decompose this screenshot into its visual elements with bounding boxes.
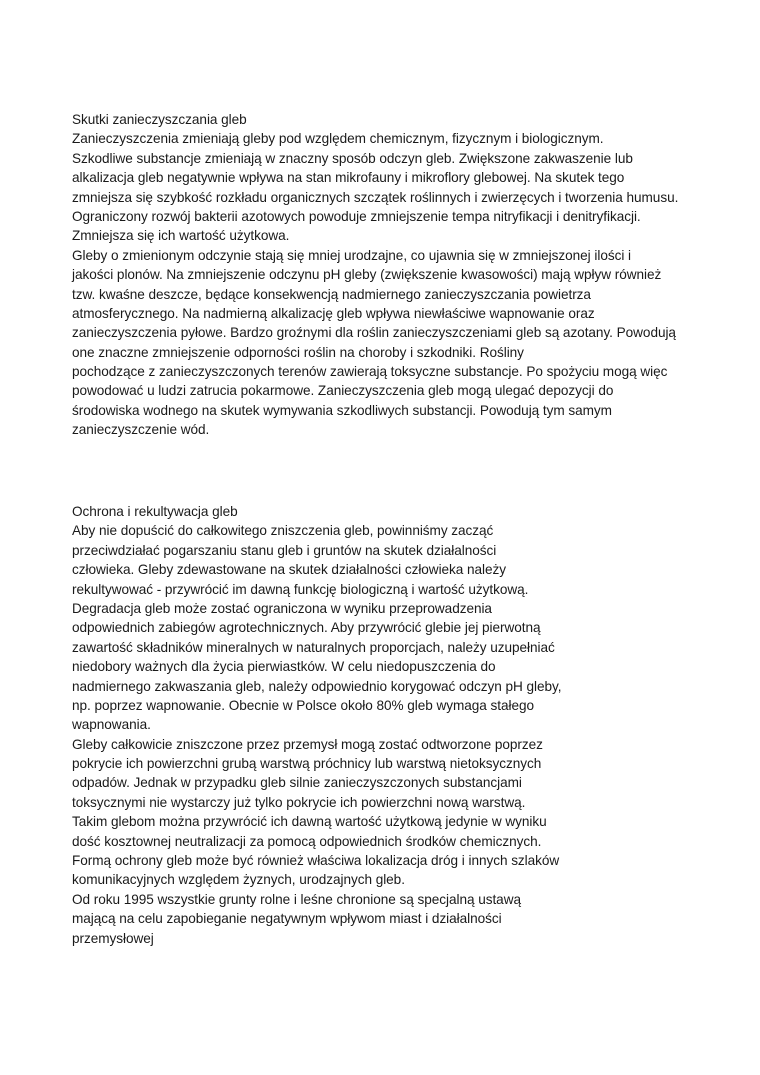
text-line: zmniejsza się szybkość rozkładu organicznych szczątek roślinnych i zwierzęcych i tworzenia humusu. xyxy=(72,189,679,205)
text-line: zanieczyszczenia pyłowe. Bardzo groźnymi dla roślin zanieczyszczeniami gleb są azotany. Powodują xyxy=(72,325,676,341)
text-line: one znaczne zmniejszenie odporności roślin na choroby i szkodniki. Rośliny xyxy=(72,344,524,360)
text-line: człowieka. Gleby zdewastowane na skutek działalności człowieka należy xyxy=(72,562,507,578)
text-line: zanieczyszczenie wód. xyxy=(72,422,210,438)
text-line: alkalizacja gleb negatywnie wpływa na stan mikrofauny i mikroflory glebowej. Na skutek tego xyxy=(72,170,625,186)
text-line: przeciwdziałać pogarszaniu stanu gleb i gruntów na skutek działalności xyxy=(72,542,497,558)
text-line: komunikacyjnych względem żyznych, urodzajnych gleb. xyxy=(72,872,405,888)
text-line: powodować u ludzi zatrucia pokarmowe. Zanieczyszczenia gleb mogą ulegać depozycji do xyxy=(72,383,614,399)
text-line: pochodzące z zanieczyszczonych terenów zawierają toksyczne substancje. Po spożyciu mogą więc xyxy=(72,364,668,380)
text-line: tzw. kwaśne deszcze, będące konsekwencją nadmiernego zanieczyszczania powietrza xyxy=(72,286,591,302)
text-line: nadmiernego zakwaszania gleb, należy odpowiednio korygować odczyn pH gleby, xyxy=(72,678,562,694)
section-title: Ochrona i rekultywacja gleb xyxy=(72,504,238,519)
text-line: Od roku 1995 wszystkie grunty rolne i leśne chronione są specjalną ustawą xyxy=(72,891,521,907)
text-line: środowiska wodnego na skutek wymywania szkodliwych substancji. Powodują tym samym xyxy=(72,402,612,418)
section-soil-protection xyxy=(72,502,712,948)
section-title: Skutki zanieczyszczania gleb xyxy=(72,112,247,127)
text-line: toksycznymi nie wystarczy już tylko pokrycie ich powierzchni nową warstwą. xyxy=(72,794,526,810)
text-line: Formą ochrony gleb może być również właściwa lokalizacja dróg i innych szlaków xyxy=(72,853,560,869)
text-line: atmosferycznego. Na nadmierną alkalizację gleb wpływa niewłaściwe wapnowanie oraz xyxy=(72,305,595,321)
text-line: Zmniejsza się ich wartość użytkowa. xyxy=(72,228,290,244)
text-line: Szkodliwe substancje zmieniają w znaczny sposób odczyn gleb. Zwiększone zakwaszenie lub xyxy=(72,150,633,166)
text-line: Ograniczony rozwój bakterii azotowych powoduje zmniejszenie tempa nitryfikacji i denitryfikacji. xyxy=(72,208,641,224)
text-line: Zanieczyszczenia zmieniają gleby pod względem chemicznym, fizycznym i biologicznym. xyxy=(72,131,604,147)
text-line: jakości plonów. Na zmniejszenie odczynu pH gleby (zwiększenie kwasowości) mają wpływ również xyxy=(72,267,662,283)
text-line: odpowiednich zabiegów agrotechnicznych. Aby przywrócić glebie jej pierwotną xyxy=(72,620,541,636)
text-line: mającą na celu zapobieganie negatywnym wpływom miast i działalności xyxy=(72,911,502,927)
text-line: niedobory ważnych dla życia pierwiastków. W celu niedopuszczenia do xyxy=(72,659,496,675)
text-line: rekultywować - przywrócić im dawną funkcję biologiczną i wartość użytkową. xyxy=(72,581,529,597)
text-line: Gleby o zmienionym odczynie stają się mniej urodzajne, co ujawnia się w zmniejszonej ilości i xyxy=(72,247,631,263)
text-line: przemysłowej xyxy=(72,930,154,946)
text-line: odpadów. Jednak w przypadku gleb silnie zanieczyszczonych substancjami xyxy=(72,775,522,791)
text-line: np. poprzez wapnowanie. Obecnie w Polsce około 80% gleb wymaga stałego xyxy=(72,697,534,713)
text-line: Gleby całkowicie zniszczone przez przemysł mogą zostać odtworzone poprzez xyxy=(72,736,543,752)
text-line: Aby nie dopuścić do całkowitego zniszczenia gleb, powinniśmy zacząć xyxy=(72,523,494,539)
text-line: Takim glebom można przywrócić ich dawną wartość użytkową jedynie w wyniku xyxy=(72,814,547,830)
text-line: wapnowania. xyxy=(72,717,151,733)
text-line: Degradacja gleb może zostać ograniczona w wyniku przeprowadzenia xyxy=(72,600,492,616)
section-soil-pollution-effects xyxy=(72,110,712,440)
text-line: pokrycie ich powierzchni grubą warstwą próchnicy lub warstwą nietoksycznych xyxy=(72,756,542,772)
text-line: dość kosztownej neutralizacji za pomocą odpowiednich środków chemicznych. xyxy=(72,833,542,849)
text-line: zawartość składników mineralnych w naturalnych proporcjach, należy uzupełniać xyxy=(72,639,555,655)
